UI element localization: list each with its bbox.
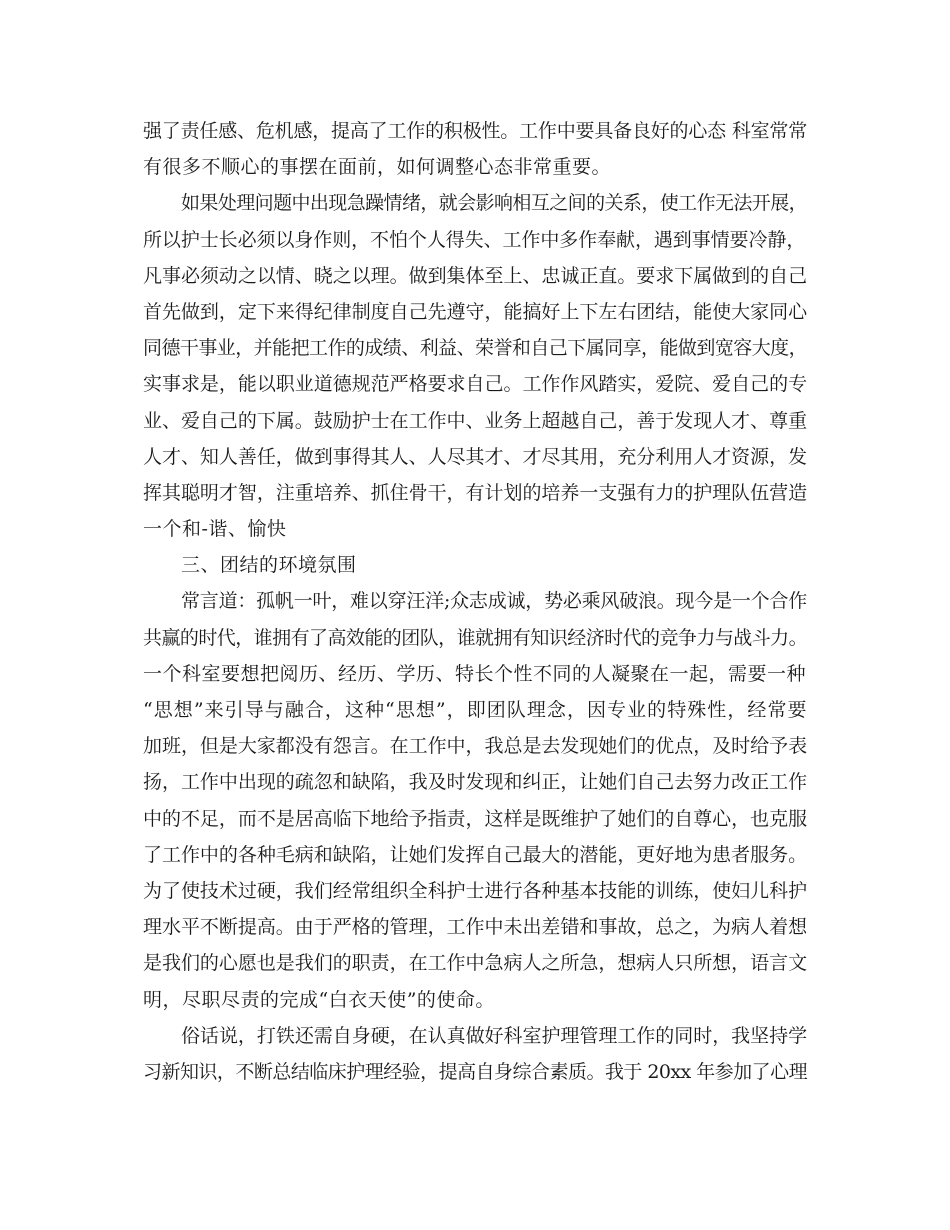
text-line: 共赢的时代，谁拥有了高效能的团队，谁就拥有知识经济时代的竞争力与战斗力。	[143, 626, 807, 649]
text-line: 习新知识，不断总结临床护理经验，提高自身综合素质。我于 20xx 年参加了心理	[143, 1060, 807, 1083]
document-body	[143, 113, 807, 1090]
text-line: 常言道：孤帆一叶，难以穿汪洋;众志成诚，势必乘风破浪。现今是一个合作	[181, 590, 807, 613]
text-line: 有很多不顺心的事摆在面前，如何调整心态非常重要。	[143, 156, 612, 179]
text-line: 理水平不断提高。由于严格的管理，工作中未出差错和事故，总之，为病人着想	[143, 916, 807, 939]
text-line: 中的不足，而不是居高临下地给予指责，这样是既维护了她们的自尊心，也克服	[143, 807, 807, 830]
text-line: 所以护士长必须以身作则，不怕个人得失、工作中多作奉献，遇到事情要冷静，	[143, 228, 806, 251]
text-line: 为了使技术过硬，我们经常组织全科护士进行各种基本技能的训练，使妇儿科护	[143, 879, 807, 902]
text-line: 如果处理问题中出现急躁情绪，就会影响相互之间的关系，使工作无法开展，	[181, 192, 807, 215]
text-line: “思想”来引导与融合，这种“思想”，即团队理念，因专业的特殊性，经常要	[143, 699, 807, 721]
text-line: 人才、知人善任，做到事得其人、人尽其才、才尽其用，充分利用人才资源，发	[143, 445, 807, 468]
text-line: 三、团结的环境氛围	[181, 554, 357, 577]
text-line: 加班，但是大家都没有怨言。在工作中，我总是去发现她们的优点，及时给予表	[143, 735, 807, 758]
text-line: 一个科室要想把阅历、经历、学历、特长个性不同的人凝聚在一起，需要一种	[143, 662, 807, 685]
text-line: 强了责任感、危机感，提高了工作的积极性。工作中要具备良好的心态 科室常常	[143, 120, 807, 142]
text-line: 业、爱自己的下属。鼓励护士在工作中、业务上超越自己，善于发现人才、尊重	[143, 409, 807, 432]
text-line: 是我们的心愿也是我们的职责，在工作中急病人之所急，想病人只所想，语言文	[143, 952, 807, 975]
text-line: 明，尽职尽责的完成“白衣天使”的使命。	[143, 988, 495, 1011]
text-line: 扬，工作中出现的疏忽和缺陷，我及时发现和纠正，让她们自己去努力改正工作	[143, 771, 807, 794]
text-line: 实事求是，能以职业道德规范严格要求自己。工作作风踏实，爱院、爱自己的专	[143, 373, 807, 396]
text-line: 挥其聪明才智，注重培养、抓住骨干，有计划的培养一支强有力的护理队伍营造	[143, 481, 807, 504]
text-line: 首先做到，定下来得纪律制度自己先遵守，能搞好上下左右团结，能使大家同心	[143, 300, 807, 323]
text-line: 同德干事业，并能把工作的成绩、利益、荣誉和自己下属同享，能做到宽容大度，	[143, 337, 807, 360]
text-line: 了工作中的各种毛病和缺陷，让她们发挥自己最大的潜能，更好地为患者服务。	[143, 843, 807, 866]
text-line: 一个和-谐、愉快	[143, 518, 287, 541]
text-line: 俗话说，打铁还需自身硬，在认真做好科室护理管理工作的同时，我坚持学	[181, 1024, 807, 1047]
text-line: 凡事必须动之以情、晓之以理。做到集体至上、忠诚正直。要求下属做到的自己	[143, 264, 807, 287]
